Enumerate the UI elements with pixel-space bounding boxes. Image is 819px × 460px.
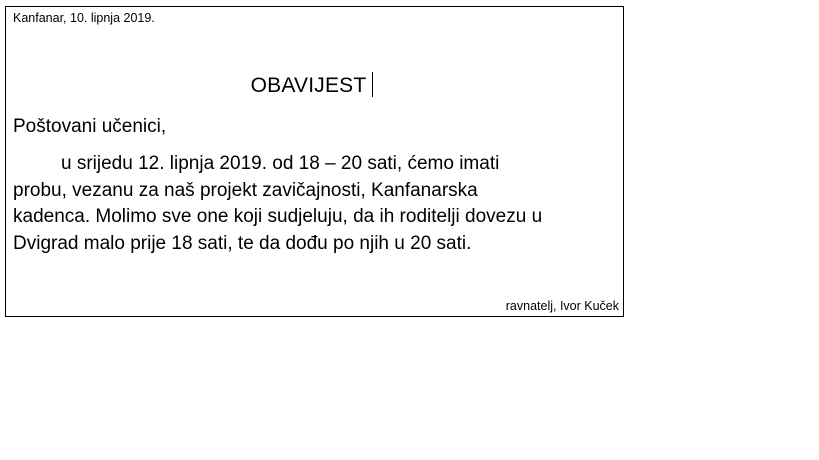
notice-title: OBAVIJEST [250,74,367,97]
greeting: Poštovani učenici, [13,116,167,137]
place-date: Kanfanar, 10. lipnja 2019. [13,11,155,25]
body-line: kadenca. Molimo sve one koji sudjeluju, da ih roditelji dovezu u [13,206,543,227]
signature: ravnatelj, Ivor Kuček [505,299,619,313]
body-line: u srijedu 12. lipnja 2019. od 18 – 20 sati, ćemo imati [61,153,500,174]
text-cursor [372,72,373,97]
body-line: Dvigrad malo prije 18 sati, te da dođu po njih u 20 sati. [13,232,472,254]
notice-box[interactable] [5,6,624,317]
title-row [6,72,623,98]
notice-body [13,151,613,257]
body-line: probu, vezanu za naš projekt zavičajnosti, Kanfanarska [13,179,478,201]
